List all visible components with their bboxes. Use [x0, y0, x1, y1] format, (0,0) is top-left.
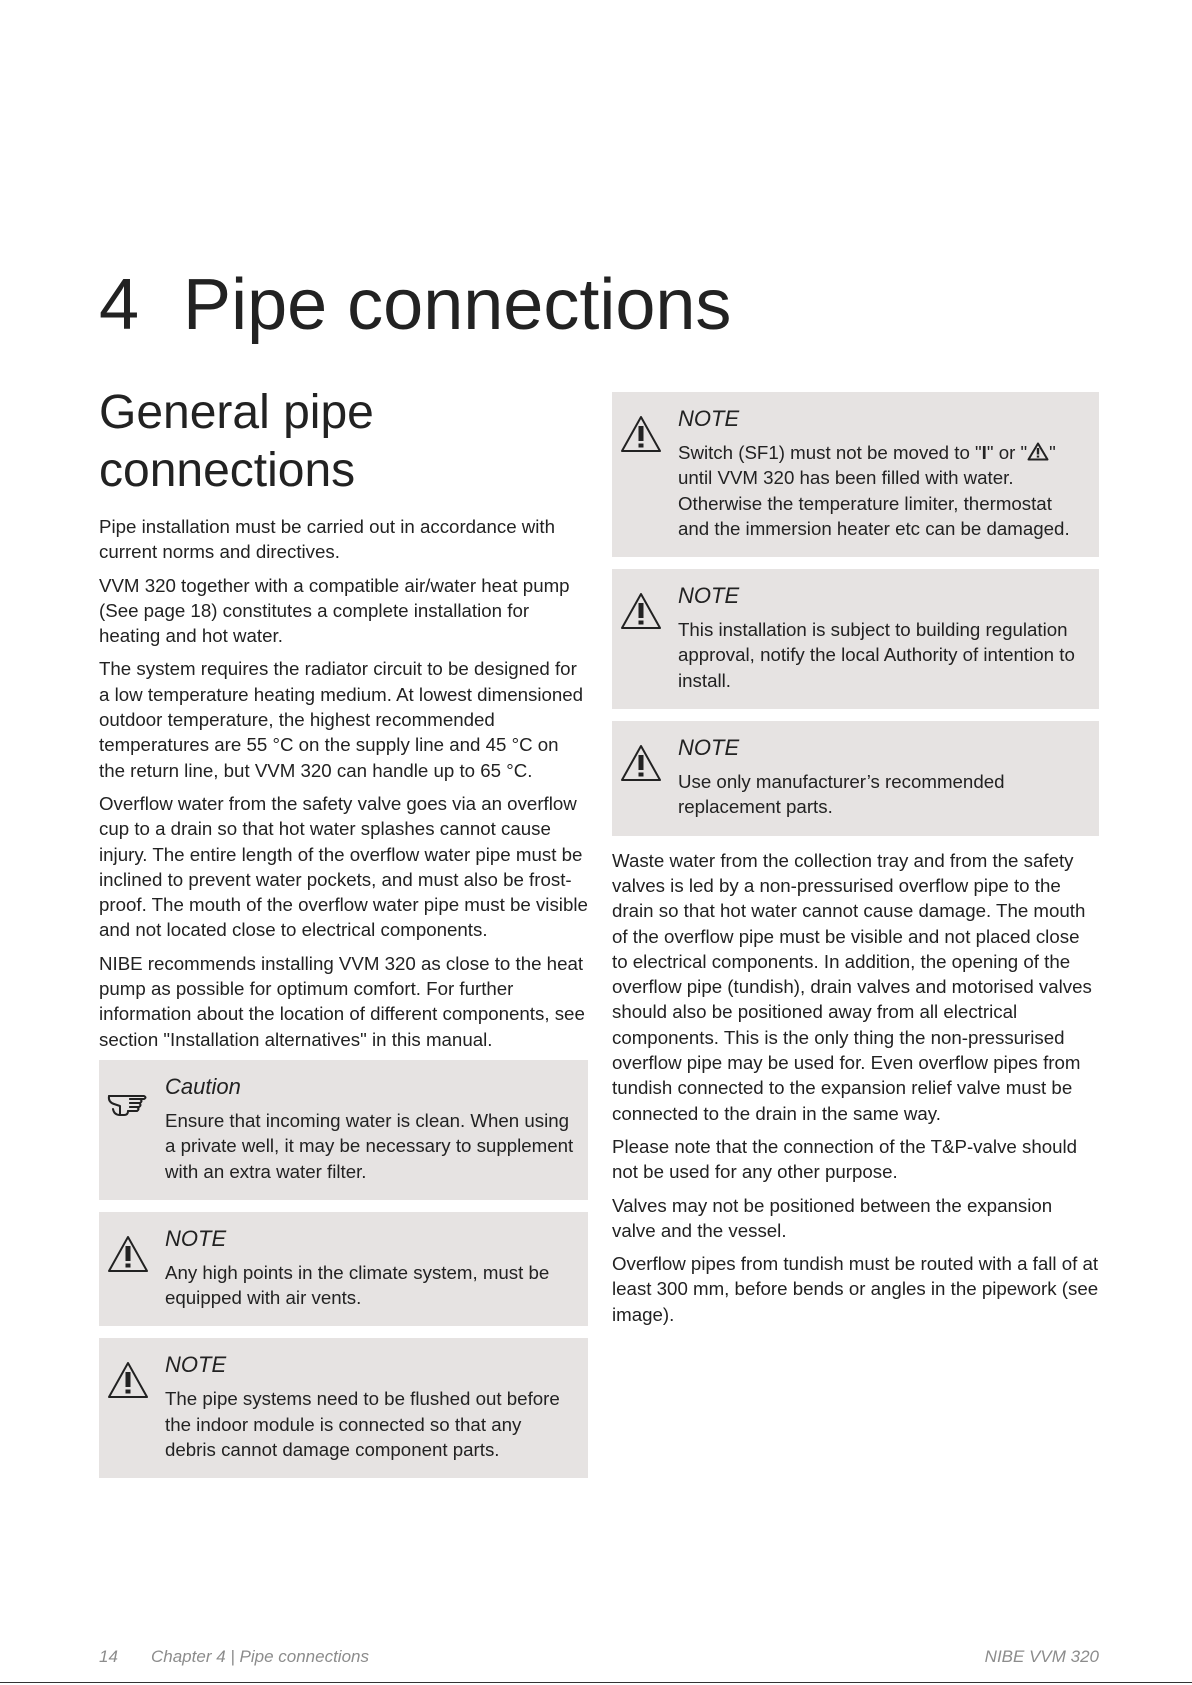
chapter-title [99, 262, 731, 348]
warning-triangle-icon [619, 743, 663, 783]
page-number: 14 [99, 1647, 118, 1666]
paragraph: Overflow pipes from tundish must be routed with a fall of at least 300 mm, before bends or angles in the pipework (see image). [612, 1253, 1099, 1325]
warning-triangle-icon [619, 414, 663, 454]
note-text-part: " or " [986, 442, 1028, 463]
right-column-body [612, 848, 1099, 1327]
right-column [612, 392, 1099, 1335]
caution-text: Ensure that incoming water is clean. When using a private well, it may be necessary to supplement with an extra water filter. [165, 1109, 574, 1182]
small-warning-triangle-icon [1027, 442, 1049, 461]
note-text-part: Switch (SF1) must not be moved to " [678, 442, 982, 463]
note-box [612, 569, 1099, 709]
footer-chapter-ref: Chapter 4 | Pipe connections [151, 1647, 369, 1666]
chapter-title-text: Pipe connections [183, 265, 732, 345]
note-heading: NOTE [165, 1225, 227, 1251]
warning-triangle-icon [106, 1360, 150, 1400]
warning-triangle-icon [106, 1234, 150, 1274]
paragraph: Pipe installation must be carried out in accordance with current norms and directives. [99, 516, 556, 563]
note-text-part: " until VVM 320 has been filled with water. Otherwise the temperature limiter, thermostat and the immersion heater etc can be damaged. [678, 442, 1070, 539]
paragraph: VVM 320 together with a compatible air/water heat pump (See page 18) constitutes a complete installation for heating and hot water. [99, 574, 570, 647]
note-box [99, 1212, 588, 1327]
note-box [612, 392, 1099, 557]
note-text: The pipe systems need to be flushed out before the indoor module is connected so that any debris cannot damage component parts. [165, 1388, 560, 1461]
footer-product-name: NIBE VVM 320 [984, 1647, 1099, 1666]
note-text: Use only manufacturer’s recommended replacement parts. [678, 771, 1005, 818]
note-heading: NOTE [678, 735, 740, 761]
paragraph: Overflow water from the safety valve goes via an overflow cup to a drain so that hot water splashes cannot cause injury. The entire length of the overflow water pipe must be inclined to prevent water pockets, and must also be frost-proof. The mouth of the overflow water pipe must be visible and not located close to electrical components. [99, 792, 588, 941]
note-heading: NOTE [678, 583, 740, 609]
paragraph: Valves may not be positioned between the expansion valve and the vessel. [612, 1194, 1053, 1241]
paragraph: The system requires the radiator circuit to be designed for a low temperature heating medium. At lowest dimensioned outdoor temperature, the highest recommended temperatures are 55 °C on the supply line and 45 °C on the return line, but VVM 320 can handle up to 65 °C. [99, 658, 584, 781]
page-footer-left [99, 1647, 369, 1667]
caution-heading: Caution [165, 1073, 241, 1099]
chapter-number: 4 [99, 265, 140, 345]
paragraph: NIBE recommends installing VVM 320 as close to the heat pump as possible for optimum comfort. For further information about the location of different components, see section "Installation alternatives" in this manual. [99, 952, 585, 1050]
bottom-divider [0, 1682, 1192, 1683]
section-title: General pipe connections [99, 386, 374, 497]
caution-box [99, 1060, 588, 1200]
left-column [99, 384, 588, 1490]
note-text: This installation is subject to building regulation approval, notify the local Authority of intention to install. [678, 619, 1075, 691]
pointing-hand-icon [106, 1082, 150, 1122]
note-heading: NOTE [165, 1352, 227, 1378]
switch-position-symbol: I [981, 442, 987, 463]
note-box [99, 1338, 588, 1478]
note-heading: NOTE [678, 406, 740, 431]
paragraph: Waste water from the collection tray and from the safety valves is led by a non-pressurised overflow pipe to the drain so that hot water cannot cause damage. The mouth of the overflow pipe must be visible and not placed close to electrical components. In addition, the opening of the overflow pipe (tundish), drain valves and motorised valves should also be positioned away from all electrical components. This is the only thing the non-pressurised overflow pipe may be used for. Even overflow pipes from tundish connected to the expansion relief valve must be connected to the drain in the same way. [612, 849, 1092, 1124]
note-box [612, 721, 1099, 836]
note-text [678, 440, 1085, 541]
paragraph: Please note that the connection of the T&P-valve should not be used for any other purpose. [612, 1135, 1078, 1183]
warning-triangle-icon [619, 591, 663, 631]
note-text: Any high points in the climate system, must be equipped with air vents. [165, 1261, 550, 1309]
